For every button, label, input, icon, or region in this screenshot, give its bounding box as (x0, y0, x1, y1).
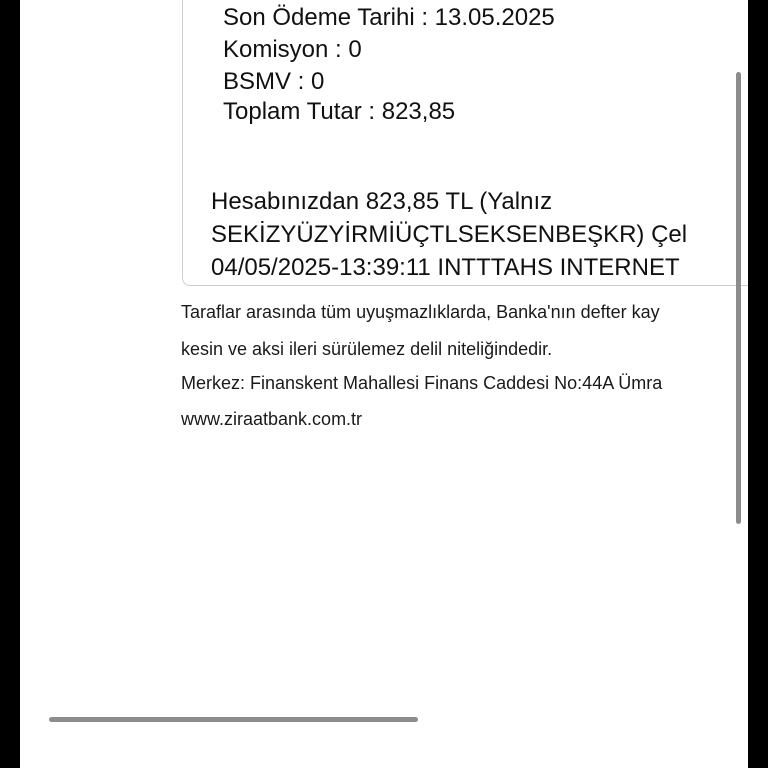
document-viewport[interactable] (20, 0, 748, 768)
commission-text: Komisyon : 0 (223, 36, 362, 63)
bank-website-link[interactable]: www.ziraatbank.com.tr (181, 409, 363, 429)
account-debit-text: Hesabınızdan 823,85 TL (Yalnız (211, 188, 553, 215)
legal-notice-line-1: Taraflar arasında tüm uyuşmazlıklarda, Banka'nın defter kay (181, 302, 660, 322)
amount-in-words-text: SEKİZYÜZYİRMİÜÇTLSEKSENBEŞKR) Çel (211, 221, 688, 248)
due-date-text: Son Ödeme Tarihi : 13.05.2025 (223, 4, 555, 31)
transaction-timestamp-text: 04/05/2025-13:39:11 INTTTAHS INTERNET (211, 254, 680, 281)
bsmv-text: BSMV : 0 (223, 68, 325, 95)
legal-notice-line-2: kesin ve aksi ileri sürülemez delil niteliğindedir. (181, 339, 553, 359)
total-amount-text: Toplam Tutar : 823,85 (223, 98, 456, 125)
horizontal-scrollbar[interactable] (49, 717, 418, 722)
vertical-scrollbar[interactable] (736, 72, 741, 524)
bank-address-text: Merkez: Finanskent Mahallesi Finans Caddesi No:44A Ümra (181, 373, 663, 393)
